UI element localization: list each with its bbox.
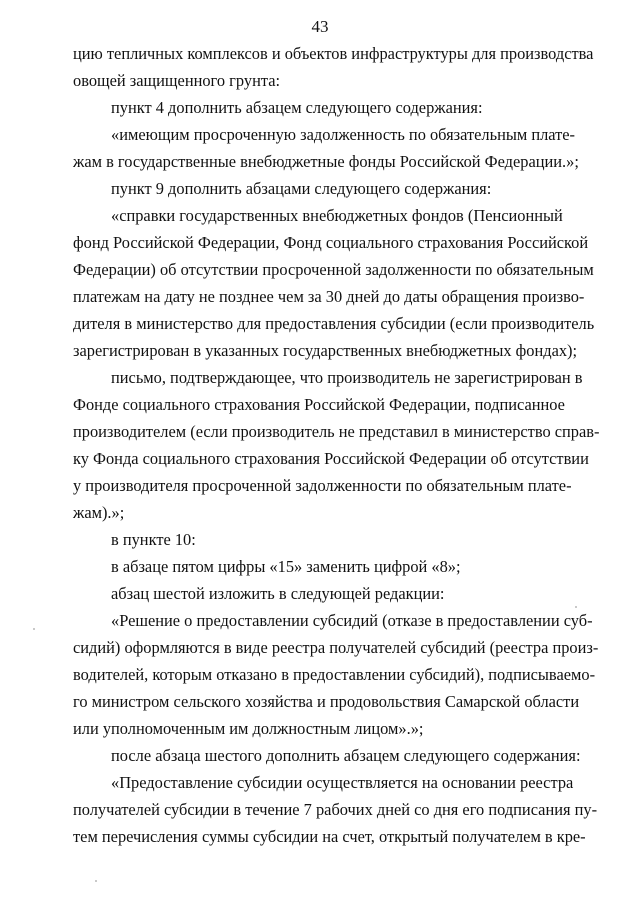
- text-line: производителем (если производитель не представил в министерство справ-: [73, 422, 600, 441]
- text-line: зарегистрирован в указанных государственных внебюджетных фондах);: [73, 341, 578, 360]
- page-number: 43: [311, 17, 329, 36]
- scan-speck: [95, 880, 97, 882]
- text-line: в абзаце пятом цифры «15» заменить цифрой «8»;: [111, 557, 461, 576]
- text-line: «Решение о предоставлении субсидий (отказе в предоставлении суб-: [111, 611, 593, 630]
- text-line: водителей, которым отказано в предоставлении субсидий), подписываемо-: [73, 665, 596, 684]
- text-line: или уполномоченным им должностным лицом».»;: [73, 719, 424, 738]
- text-line: жам).»;: [73, 503, 125, 522]
- text-line: у производителя просроченной задолженности по обязательным плате-: [73, 476, 572, 495]
- text-line: пункт 4 дополнить абзацем следующего содержания:: [111, 98, 483, 117]
- text-line: жам в государственные внебюджетные фонды Российской Федерации.»;: [73, 152, 579, 171]
- text-line: после абзаца шестого дополнить абзацем следующего содержания:: [111, 746, 581, 765]
- scan-speck: [33, 628, 35, 630]
- text-line: Фонде социального страхования Российской Федерации, подписанное: [73, 395, 565, 414]
- text-line: «справки государственных внебюджетных фондов (Пенсионный: [111, 206, 563, 225]
- scan-speck: [575, 606, 577, 608]
- text-line: абзац шестой изложить в следующей редакции:: [111, 584, 445, 603]
- text-line: го министром сельского хозяйства и продовольствия Самарской области: [73, 692, 580, 711]
- text-line: Федерации) об отсутствии просроченной задолженности по обязательным: [73, 260, 594, 279]
- text-line: ку Фонда социального страхования Российской Федерации об отсутствии: [73, 449, 589, 468]
- text-line: получателей субсидии в течение 7 рабочих дней со дня его подписания пу-: [73, 800, 598, 819]
- text-line: цию тепличных комплексов и объектов инфраструктуры для производства: [73, 44, 594, 63]
- text-line: пункт 9 дополнить абзацами следующего содержания:: [111, 179, 492, 198]
- text-line: тем перечисления суммы субсидии на счет, открытый получателем в кре-: [73, 827, 586, 846]
- text-line: «имеющим просроченную задолженность по обязательным плате-: [111, 125, 576, 144]
- text-line: платежам на дату не позднее чем за 30 дней до даты обращения произво-: [73, 287, 585, 306]
- text-line: письмо, подтверждающее, что производитель не зарегистрирован в: [111, 368, 583, 387]
- text-line: фонд Российской Федерации, Фонд социального страхования Российской: [73, 233, 589, 252]
- text-line: в пункте 10:: [111, 530, 196, 549]
- text-line: сидий) оформляются в виде реестра получателей субсидий (реестра произ-: [73, 638, 599, 657]
- text-line: овощей защищенного грунта:: [73, 71, 281, 90]
- text-line: «Предоставление субсидии осуществляется на основании реестра: [111, 773, 574, 792]
- text-line: дителя в министерство для предоставления субсидии (если производитель: [73, 314, 595, 333]
